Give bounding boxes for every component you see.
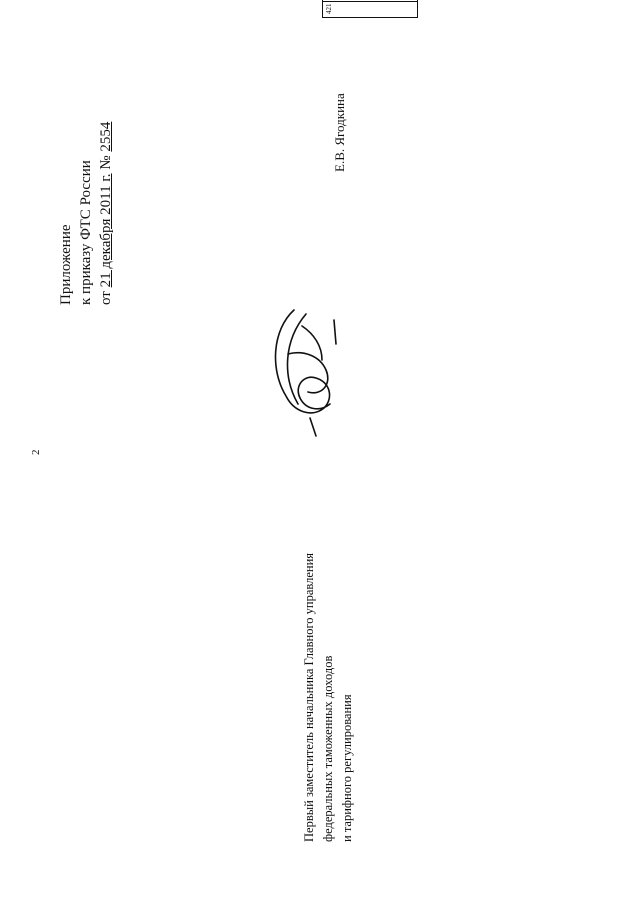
footer-line-1: Первый заместитель начальника Главного управления: [302, 552, 316, 842]
appendix-from-label: от: [98, 291, 114, 305]
signer-name: Е.В. Ягодкина: [332, 93, 347, 172]
footer-line-3: и тарифного регулирования: [340, 694, 354, 842]
page-number: 2: [30, 449, 42, 455]
appendix-date: 21 декабря 2011 г.: [98, 173, 114, 288]
appendix-header: [56, 5, 116, 305]
cell-index: 421: [323, 1, 417, 17]
signature-strokes: [276, 310, 336, 436]
appendix-title: Приложение: [58, 224, 74, 305]
appendix-number-sign: №: [98, 155, 114, 170]
cell-code: [323, 0, 417, 1]
appendix-date-line: [96, 5, 116, 305]
handwritten-signature: [264, 300, 344, 440]
registry-table: [322, 0, 418, 18]
appendix-number: 2554: [98, 121, 114, 152]
appendix-order-ref: к приказу ФТС России: [78, 160, 94, 305]
footer-line-2: федеральных таможенных доходов: [321, 655, 335, 842]
